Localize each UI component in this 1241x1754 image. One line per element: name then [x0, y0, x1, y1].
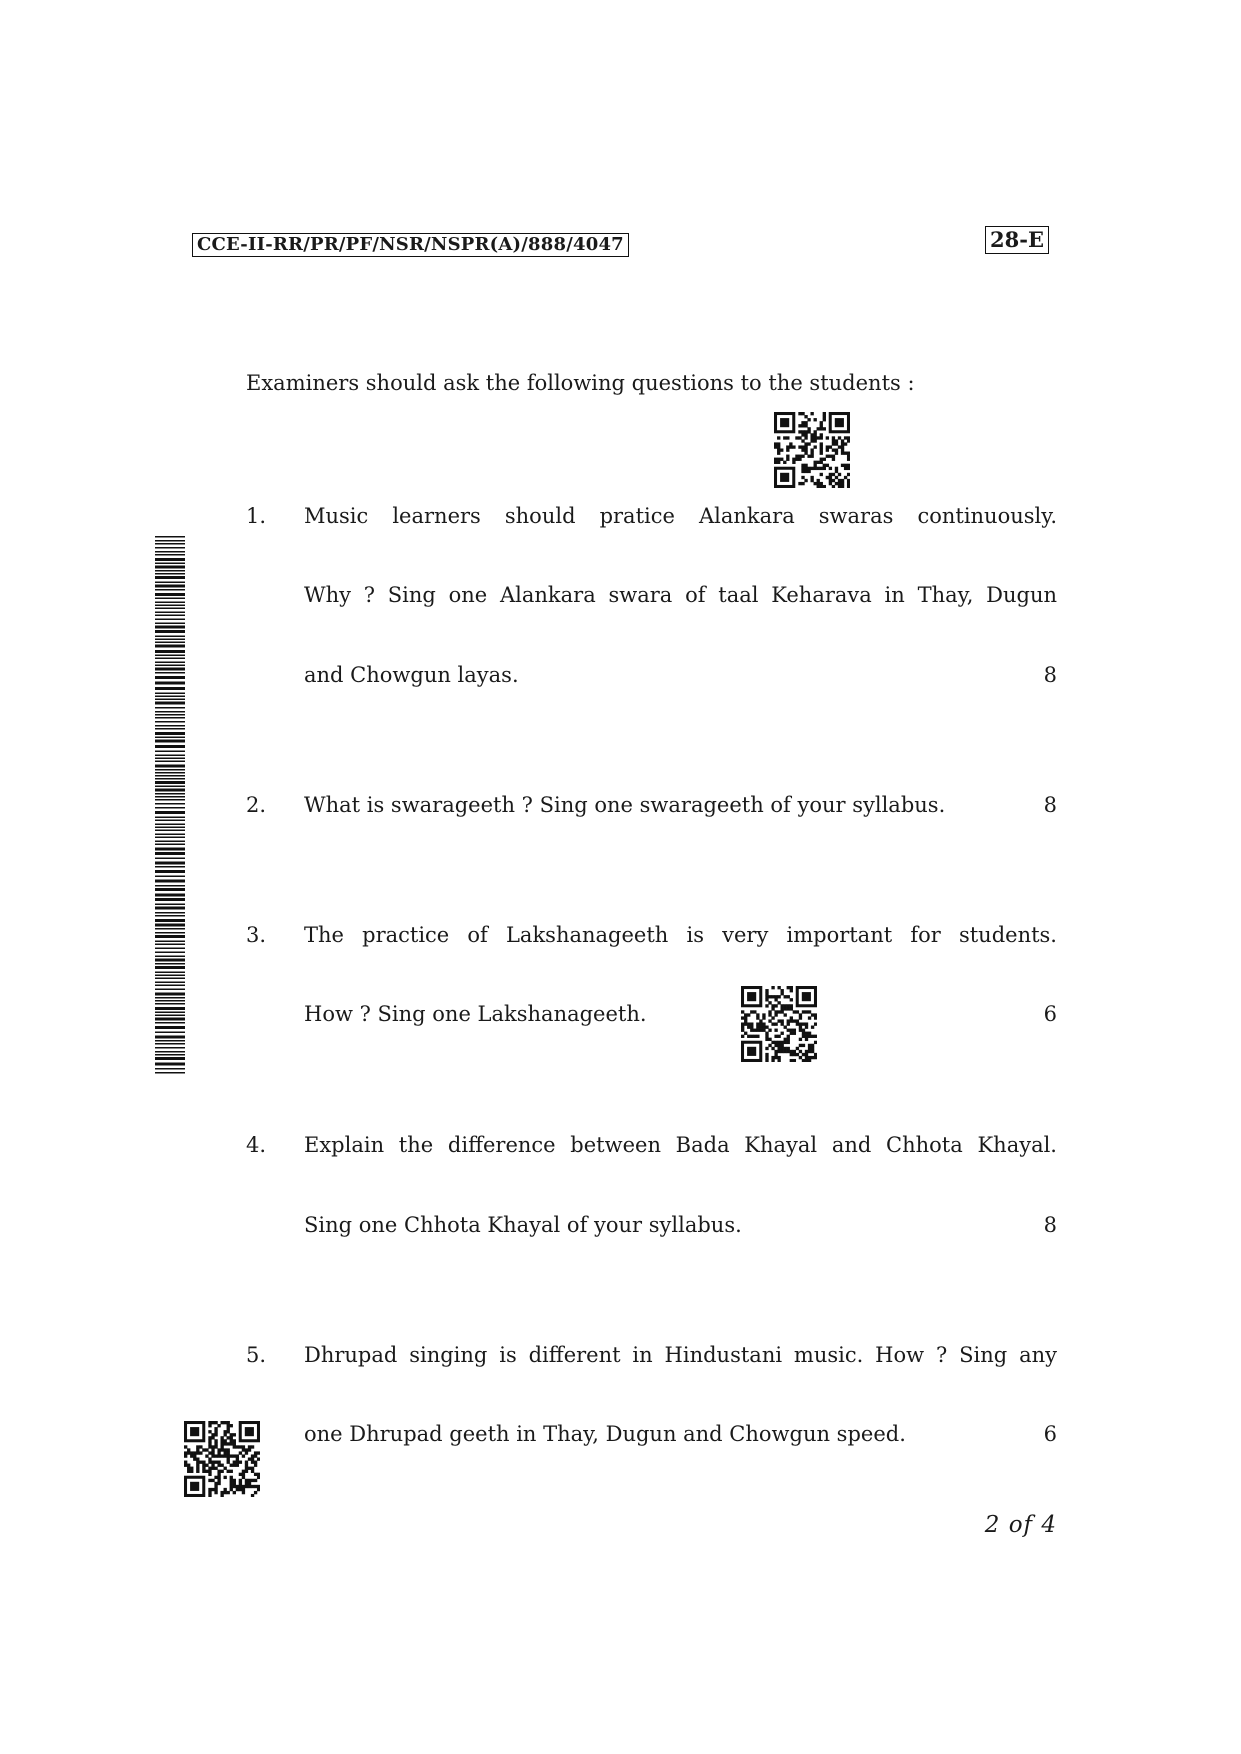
set-code: 28-E: [985, 226, 1049, 254]
question-marks: 8: [1043, 1213, 1057, 1237]
question-line: one Dhrupad geeth in Thay, Dugun and Chowgun speed.: [304, 1422, 906, 1446]
question-number: 1.: [246, 504, 267, 528]
question-number: 2.: [246, 793, 267, 817]
question-line: Music learners should pratice Alankara swaras continuously.: [304, 504, 1057, 528]
question-line: What is swarageeth ? Sing one swarageeth of your syllabus.: [304, 793, 946, 817]
question-line: Sing one Chhota Khayal of your syllabus.: [304, 1213, 742, 1237]
question-marks: 8: [1043, 793, 1057, 817]
question-number: 5.: [246, 1343, 267, 1367]
question-line: The practice of Lakshanageeth is very important for students.: [304, 923, 1057, 947]
question-marks: 8: [1043, 663, 1057, 687]
qr-code: [774, 412, 850, 488]
question-line: Why ? Sing one Alankara swara of taal Keharava in Thay, Dugun: [304, 583, 1057, 607]
question-number: 4.: [246, 1133, 267, 1157]
question-line: Explain the difference between Bada Khayal and Chhota Khayal.: [304, 1133, 1057, 1157]
question-marks: 6: [1043, 1002, 1057, 1026]
question-line: Dhrupad singing is different in Hindustani music. How ? Sing any: [304, 1343, 1057, 1367]
qr-code: [184, 1421, 260, 1497]
paper-code: CCE-II-RR/PR/PF/NSR/NSPR(A)/888/4047: [192, 233, 629, 257]
question-marks: 6: [1043, 1422, 1057, 1446]
intro-text: Examiners should ask the following questions to the students :: [246, 371, 915, 395]
question-number: 3.: [246, 923, 267, 947]
question-line: and Chowgun layas.: [304, 663, 519, 687]
barcode: [155, 536, 185, 1076]
question-line: How ? Sing one Lakshanageeth.: [304, 1002, 647, 1026]
page-number: 2 of 4: [984, 1512, 1057, 1538]
